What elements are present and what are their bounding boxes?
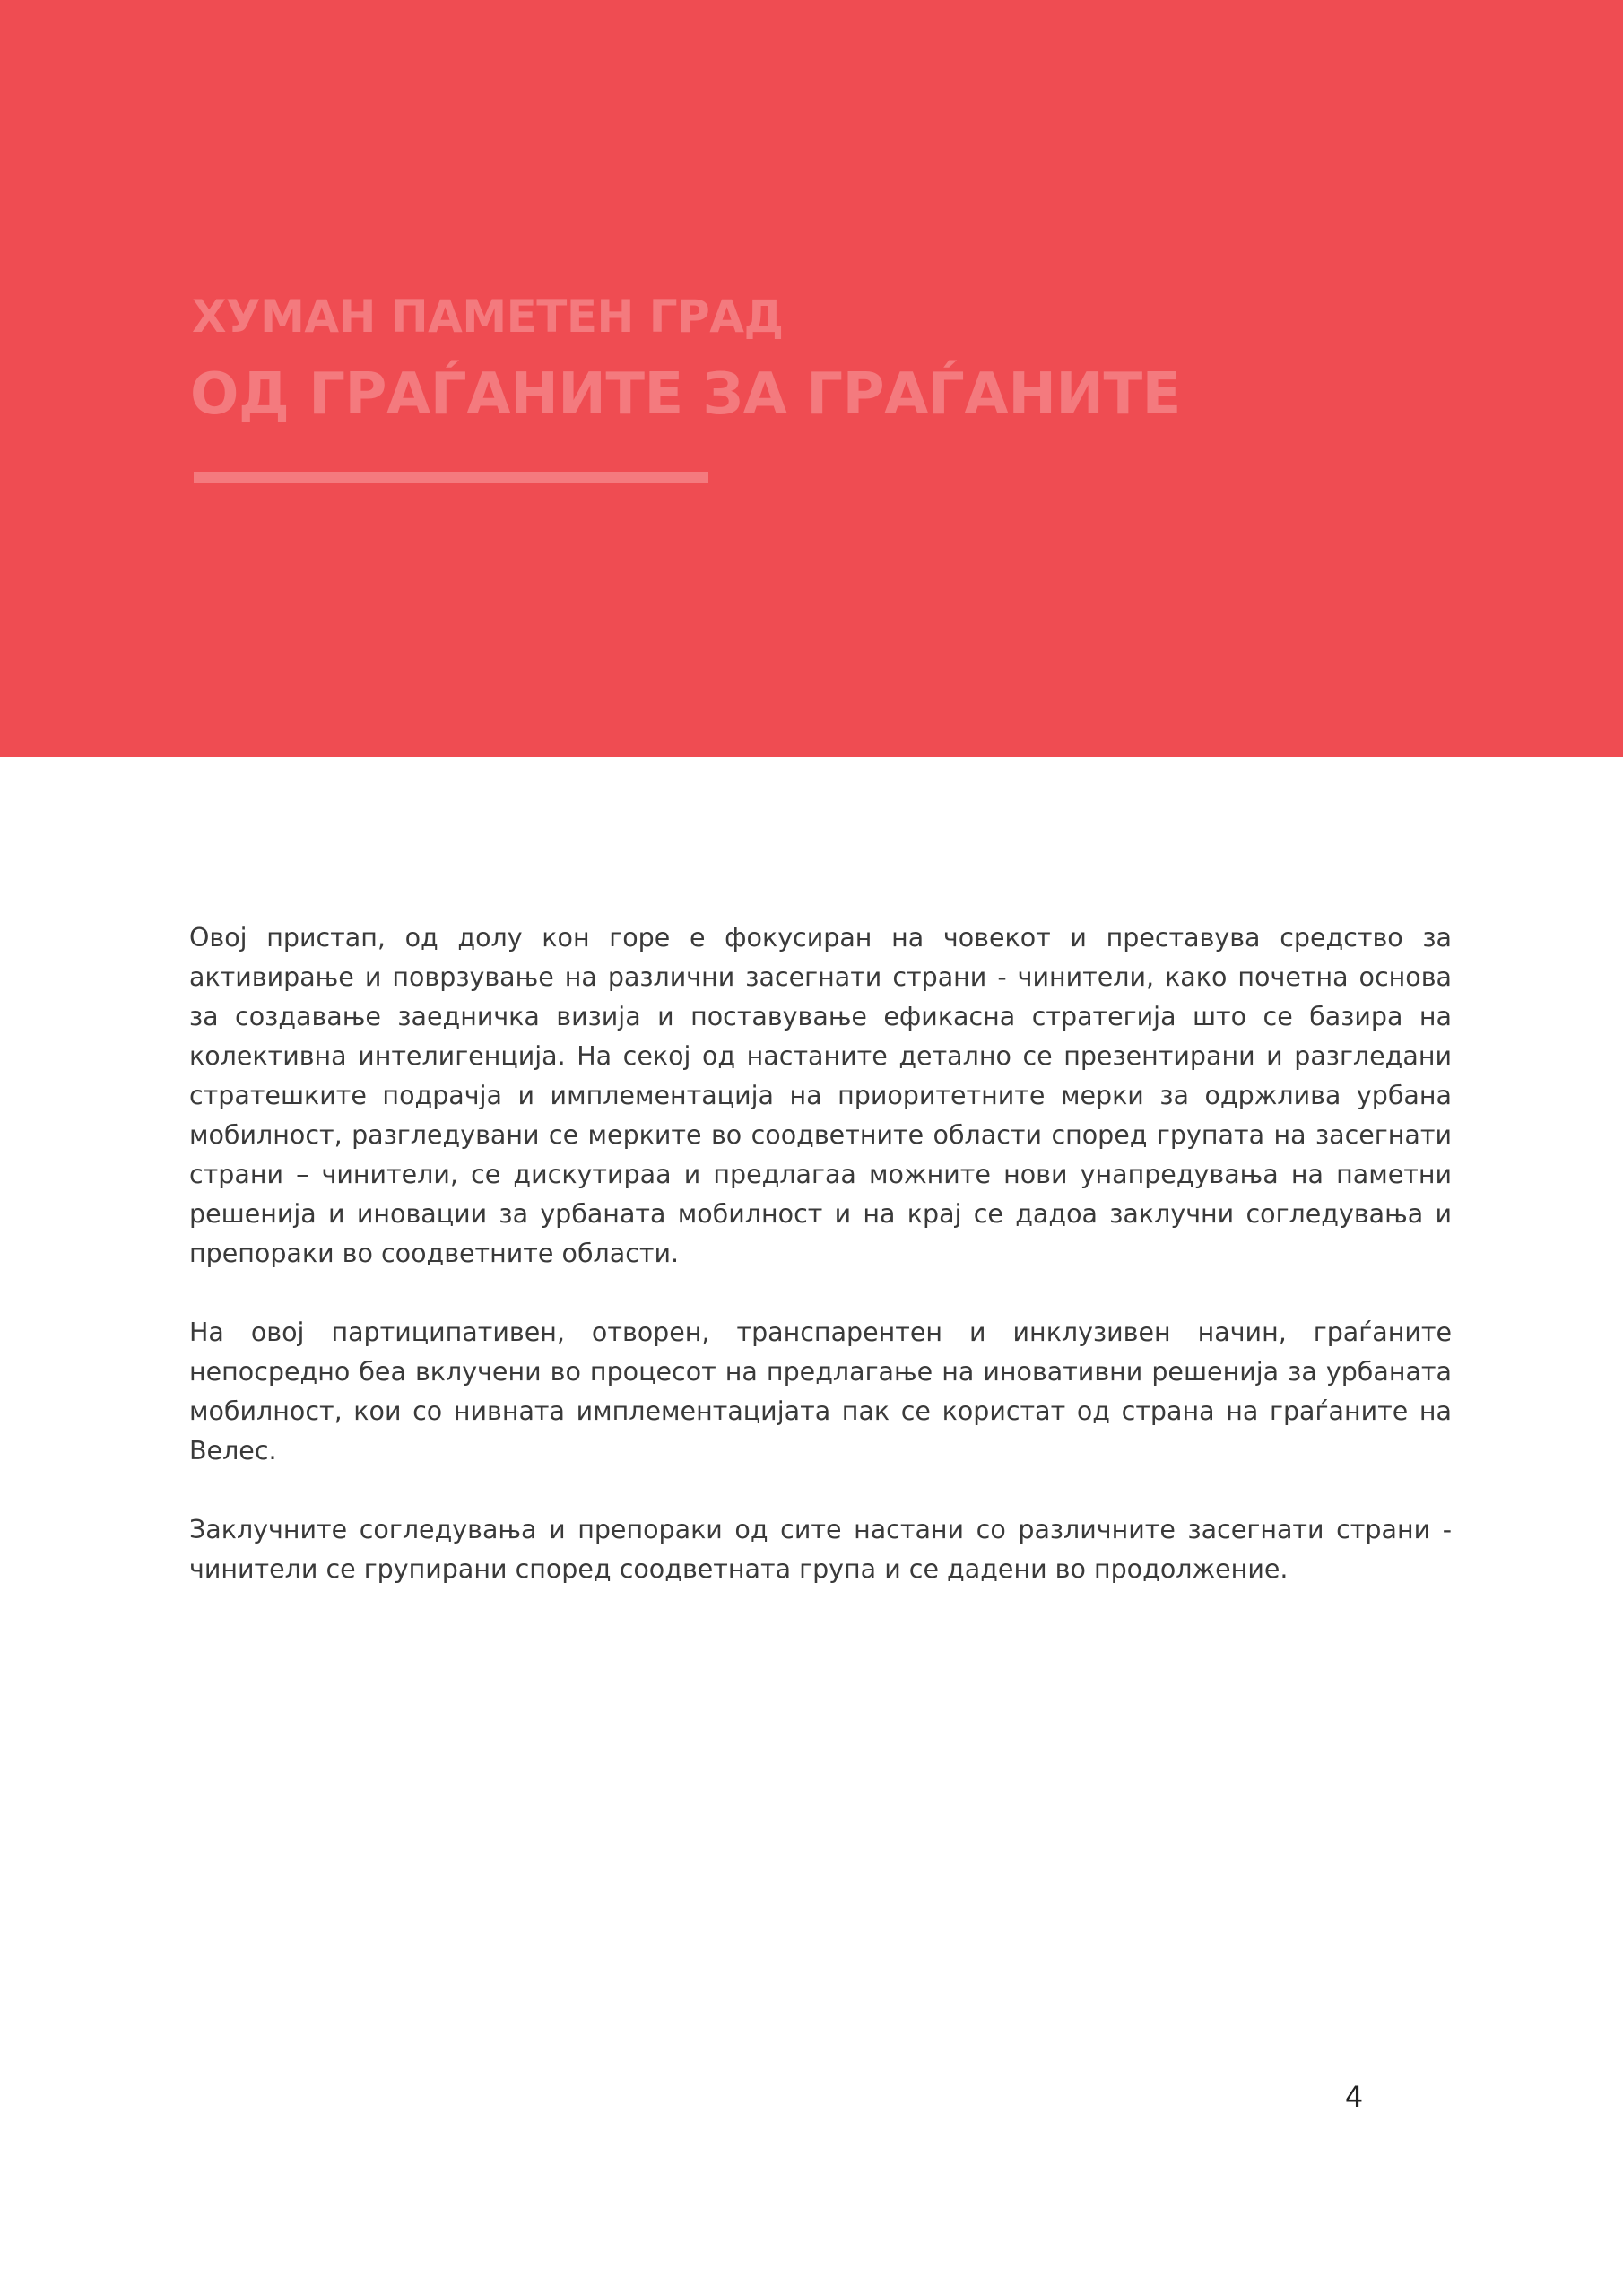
page-title-line-1: ХУМАН ПАМЕТЕН ГРАД [192,291,784,343]
body-text [189,918,1452,1629]
page-number: 4 [1344,2080,1364,2114]
title-underline-divider [194,472,708,483]
body-paragraph-2: На овој партиципативен, отворен, транспарентен и инклузивен начин, граѓаните непосредно беа вклучени во процесот на предлагање на иновативни решенија за урбаната мобилност, кои со нивната имплементацијата пак се користат од страна на граѓаните на Велес. [189,1318,1452,1465]
body-paragraph-1: Овој пристап, од долу кон горе е фокусиран на човекот и преставува средство за активирање и поврзување на различни засегнати страни - чинители, како почетна основа за создавање заедничка визија и поставување ефикасна стратегија што се базира на колективна интелигенција. На секој од настаните детално се презентирани и разгледани стратешките подрачја и имплементација на приоритетните мерки за одржлива урбана мобилност, разгледувани се мерките во соодветните области според групата на засегнати страни – чинители, се дискутираа и предлагаа можните нови унапредувања на паметни решенија и иновации за урбаната мобилност и на крај се дадоа заклучни согледувања и препораки во соодветните области. [189,923,1452,1268]
header-band [0,0,1623,757]
body-paragraph-3: Заклучните согледувања и препораки од сите настани со различните засегнати страни - чинители се групирани според соодветната група и се дадени во продолжение. [189,1515,1452,1584]
page-title-line-2: ОД ГРАЃАНИТЕ ЗА ГРАЃАНИТЕ [190,361,1181,428]
